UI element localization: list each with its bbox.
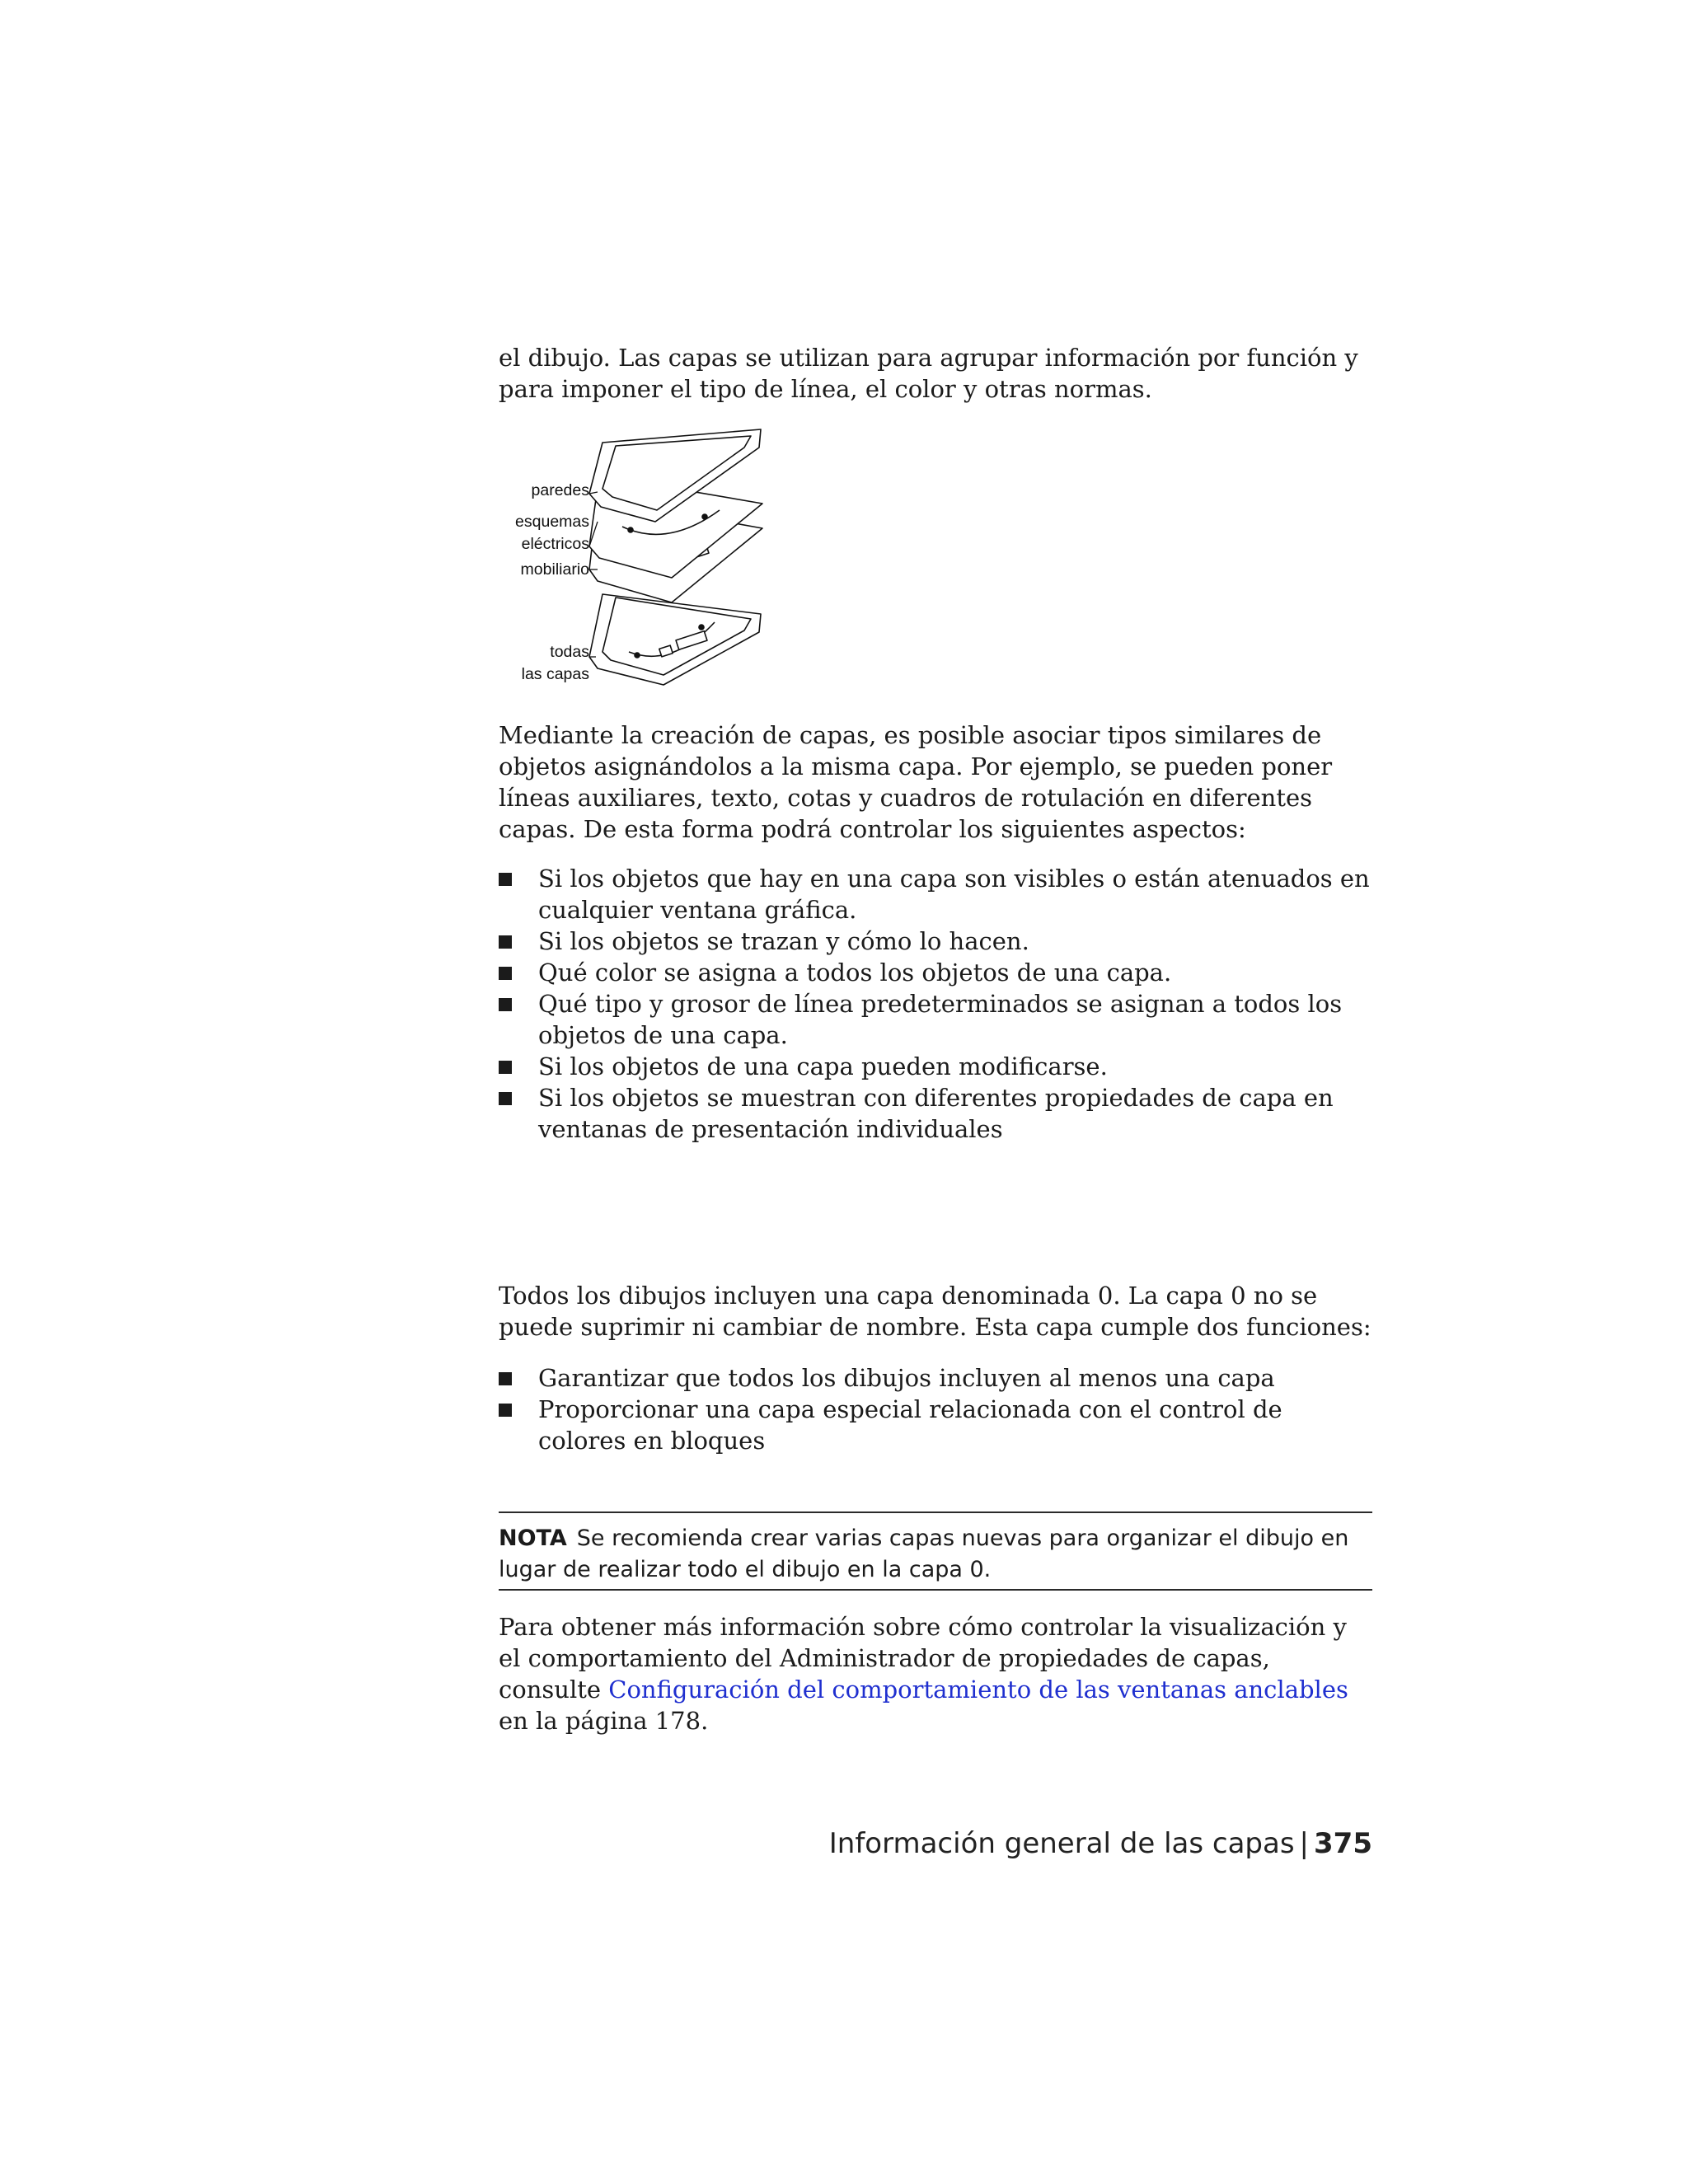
footer-separator: | xyxy=(1299,1827,1310,1860)
all-layers-plane xyxy=(589,594,761,685)
layers-description-paragraph: Mediante la creación de capas, es posible asociar tipos similares de objetos asignándolos a la misma capa. Por ejemplo, se pueden poner líneas auxiliares, texto, cotas y cuadros de rotulación en diferentes capas. De esta forma podrá controlar los siguientes aspectos: xyxy=(499,721,1333,843)
footer-section-title: Información general de las capas xyxy=(828,1827,1295,1860)
list-item: Si los objetos se muestran con diferentes propiedades de capa en ventanas de presentación individuales xyxy=(499,1082,1372,1145)
bullet-square-icon xyxy=(499,998,512,1011)
label-all-1: todas xyxy=(550,643,589,661)
label-electrical-2: eléctricos xyxy=(521,535,589,553)
list-item: Garantizar que todos los dibujos incluyen al menos una capa xyxy=(499,1362,1372,1394)
bullet-square-icon xyxy=(499,873,512,886)
docking-windows-link[interactable]: Configuración del comportamiento de las ventanas anclables xyxy=(608,1675,1348,1704)
note-label: NOTA xyxy=(499,1526,567,1551)
list-item: Si los objetos de una capa pueden modificarse. xyxy=(499,1051,1372,1082)
bullet-square-icon xyxy=(499,1061,512,1074)
list-item: Proporcionar una capa especial relacionada con el control de colores en bloques xyxy=(499,1394,1372,1456)
layer-zero-functions-list xyxy=(499,1362,1372,1456)
note-bottom-rule xyxy=(499,1589,1372,1591)
control-aspects-list xyxy=(499,863,1372,1145)
page-footer xyxy=(829,1825,1372,1862)
list-item: Qué tipo y grosor de línea predeterminados se asignan a todos los objetos de una capa. xyxy=(499,988,1372,1051)
list-item: Si los objetos se trazan y cómo lo hacen. xyxy=(499,926,1372,957)
bullet-square-icon xyxy=(499,1372,512,1385)
bullet-square-icon xyxy=(499,1404,512,1417)
bullet-square-icon xyxy=(499,935,512,949)
note-box xyxy=(499,1523,1372,1586)
all-layers-outlet xyxy=(635,653,640,658)
more-info-paragraph: Para obtener más información sobre cómo controlar la visualización y el comportamiento del Administrador de propiedades de capas, consulte Configuración del comportamiento de las ventanas anclables en la página 178. xyxy=(499,1613,1348,1735)
page-number: 375 xyxy=(1314,1827,1372,1860)
note-text: Se recomienda crear varias capas nuevas para organizar el dibujo en lugar de realizar todo el dibujo en la capa 0. xyxy=(499,1526,1349,1582)
label-furniture: mobiliario xyxy=(520,560,589,579)
layer-zero-paragraph: Todos los dibujos incluyen una capa denominada 0. La capa 0 no se puede suprimir ni cambiar de nombre. Esta capa cumple dos funciones: xyxy=(499,1282,1372,1341)
label-electrical-1: esquemas xyxy=(515,513,589,531)
list-item: Si los objetos que hay en una capa son visibles o están atenuados en cualquier ventana gráfica. xyxy=(499,863,1372,926)
layers-illustration xyxy=(499,424,771,696)
electrical-outlet xyxy=(628,527,633,532)
bullet-square-icon xyxy=(499,1092,512,1105)
bullet-square-icon xyxy=(499,967,512,980)
label-all-2: las capas xyxy=(521,665,589,683)
all-layers-outlet xyxy=(699,625,704,630)
electrical-outlet xyxy=(702,514,707,519)
intro-paragraph: el dibujo. Las capas se utilizan para agrupar información por función y para imponer el tipo de línea, el color y otras normas. xyxy=(499,344,1358,403)
note-top-rule xyxy=(499,1511,1372,1513)
label-walls: paredes xyxy=(531,481,589,499)
list-item: Qué color se asigna a todos los objetos de una capa. xyxy=(499,957,1372,988)
